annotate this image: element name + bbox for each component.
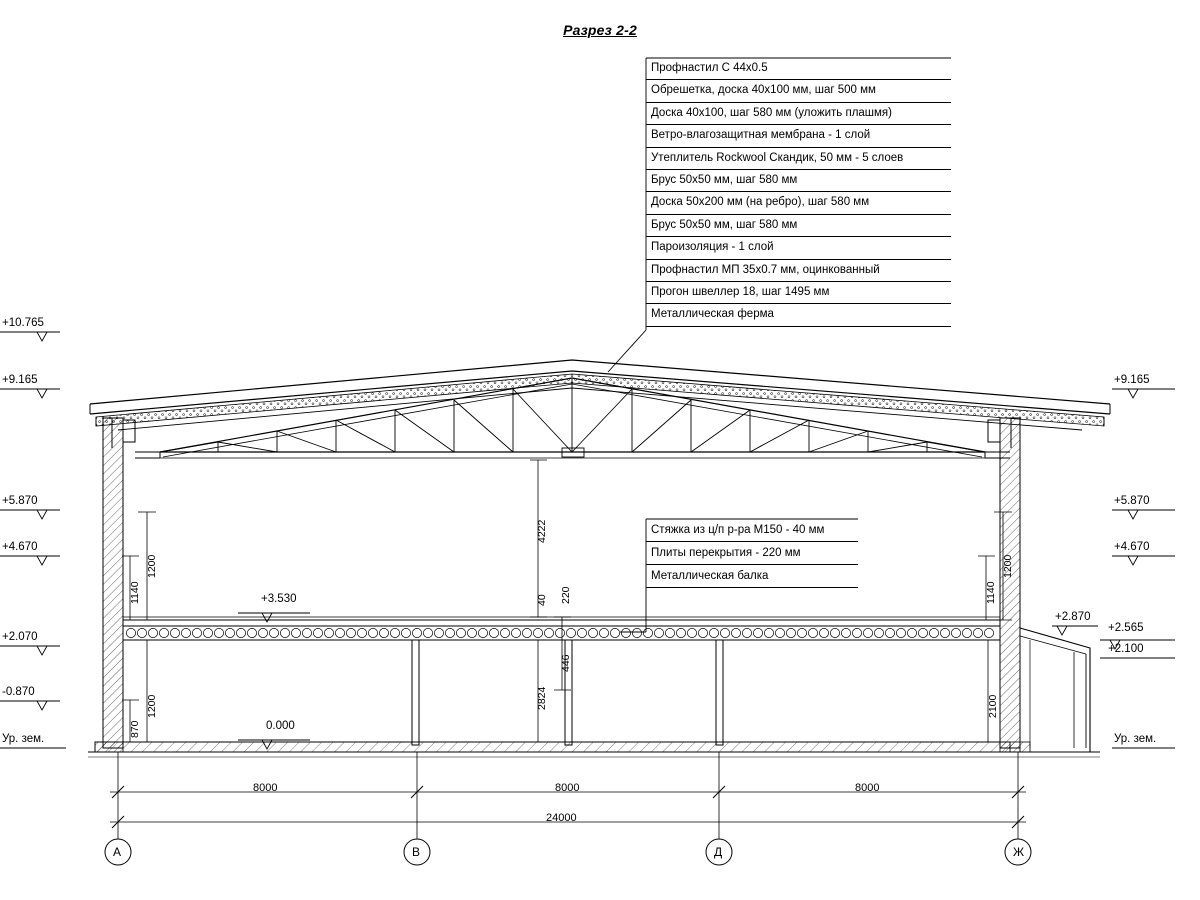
zero-level-mark: 0.000 (266, 720, 295, 732)
dim-left-1200-upper: 1200 (146, 554, 158, 578)
dim-center-220: 220 (560, 586, 572, 604)
roof-layers-callout (646, 58, 951, 327)
roof-layer-item: Металлическая ферма (646, 304, 951, 326)
level-mark-right: +4.670 (1114, 541, 1150, 553)
floor-layer-item: Стяжка из ц/п р-ра М150 - 40 мм (646, 519, 858, 542)
ground-label-right: Ур. зем. (1114, 733, 1157, 745)
roof-layer-item: Доска 50х200 мм (на ребро), шаг 580 мм (646, 192, 951, 214)
ground-label-left: Ур. зем. (2, 733, 45, 745)
roof-layer-item: Обрешетка, доска 40х100 мм, шаг 500 мм (646, 80, 951, 102)
roof-layer-item: Доска 40х100, шаг 580 мм (уложить плашмя) (646, 103, 951, 125)
dim-left-1140: 1140 (129, 581, 141, 604)
roof-layer-item: Брус 50х50 мм, шаг 580 мм (646, 170, 951, 192)
roof-layer-item: Ветро-влагозащитная мембрана - 1 слой (646, 125, 951, 147)
page-title: Разрез 2-2 (563, 22, 637, 38)
floor-layer-item: Плиты перекрытия - 220 мм (646, 542, 858, 565)
dim-center-40: 40 (536, 594, 548, 606)
level-mark-left: +9.165 (2, 374, 38, 386)
axis-label-b: В (412, 845, 421, 859)
dim-left-870: 870 (129, 720, 141, 738)
level-mark-left: +2.070 (2, 631, 38, 643)
level-mark-left: +4.670 (2, 541, 38, 553)
roof-layer-item: Профнастил С 44х0.5 (646, 58, 951, 80)
level-mark-right: +2.870 (1055, 611, 1091, 623)
roof-layer-item: Утеплитель Rockwool Скандик, 50 мм - 5 слоев (646, 148, 951, 170)
dim-right-1200: 1200 (1002, 554, 1014, 578)
dim-center-2824: 2824 (536, 686, 548, 710)
axis-label-d: Д (714, 845, 723, 859)
level-mark-left: +5.870 (2, 495, 38, 507)
level-mark-left: -0.870 (2, 686, 35, 698)
floor-layer-item: Металлическая балка (646, 565, 858, 588)
span-dim-3: 8000 (855, 782, 880, 794)
span-dim-1: 8000 (253, 782, 278, 794)
floor-level-mark: +3.530 (261, 593, 297, 605)
level-mark-right: +5.870 (1114, 495, 1150, 507)
roof-layer-item: Брус 50х50 мм, шаг 580 мм (646, 215, 951, 237)
dim-left-1200-lower: 1200 (146, 694, 158, 718)
roof-layer-item: Пароизоляция - 1 слой (646, 237, 951, 259)
dim-center-446: 446 (560, 654, 572, 672)
roof-layer-item: Профнастил МП 35х0.7 мм, оцинкованный (646, 260, 951, 282)
total-dim: 24000 (546, 812, 577, 824)
axis-label-zh: Ж (1013, 845, 1025, 859)
dim-right-2100: 2100 (987, 694, 999, 718)
level-mark-right: +2.565 (1108, 622, 1144, 634)
level-mark-right: +2.100 (1108, 643, 1144, 655)
roof-layer-item: Прогон швеллер 18, шаг 1495 мм (646, 282, 951, 304)
level-mark-left: +10.765 (2, 317, 44, 329)
span-dim-2: 8000 (555, 782, 580, 794)
floor-layers-callout (646, 519, 858, 588)
dim-right-1140: 1140 (985, 581, 997, 604)
level-mark-right: +9.165 (1114, 374, 1150, 386)
axis-label-a: А (113, 845, 122, 859)
dim-center-4222: 4222 (536, 519, 548, 543)
